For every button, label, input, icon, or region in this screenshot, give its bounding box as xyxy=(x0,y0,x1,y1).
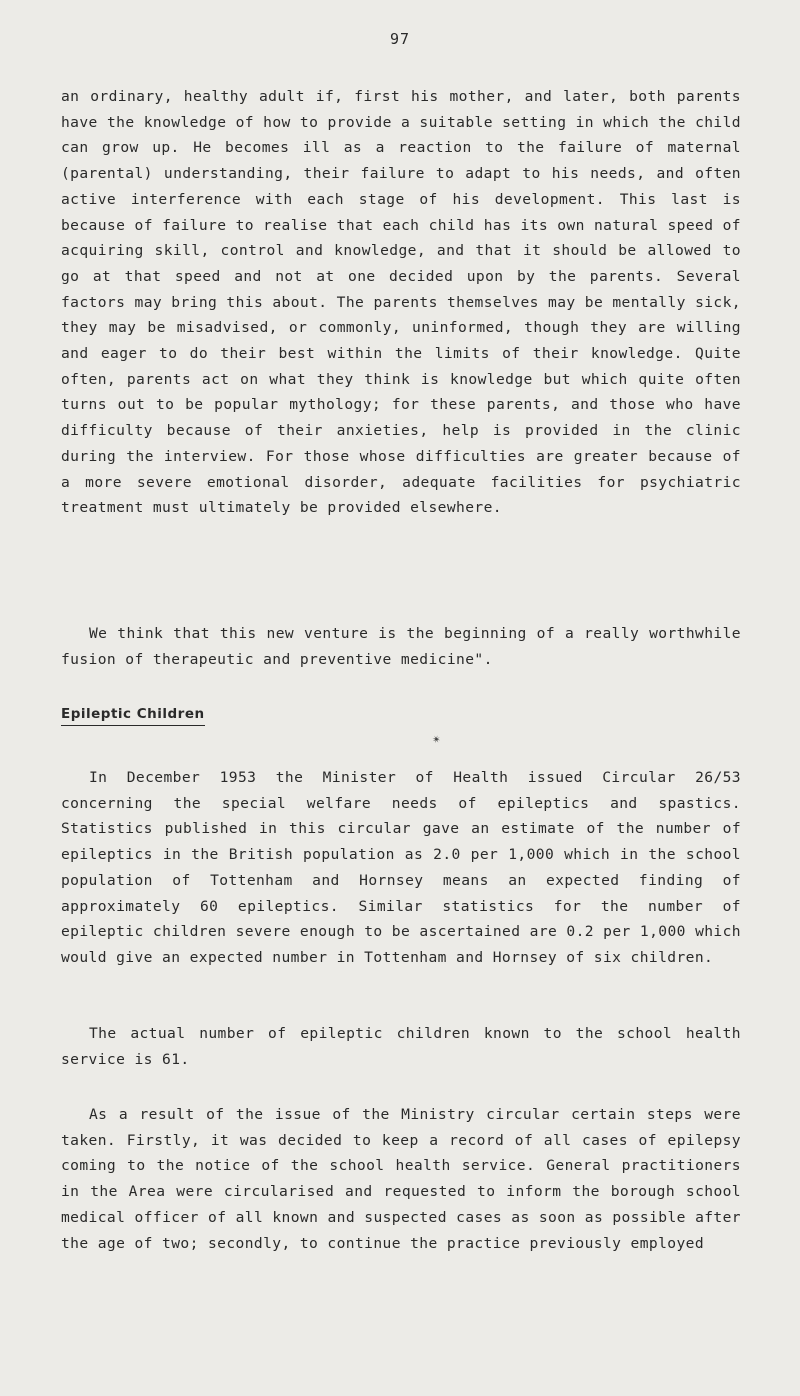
body-section-4 xyxy=(61,1021,741,1072)
paragraph-4: The actual number of epileptic children known to the school health service is 61. xyxy=(61,1025,741,1068)
paragraph-3: In December 1953 the Minister of Health issued Circular 26/53 concerning the special welfare needs of epileptics and spastics. Statistics published in this circular gave an estimate of the number of epileptics in the British population as 2.0 per 1,000 which in the school population of Tottenham and Hornsey means an expected finding of approximately 60 epileptics. Similar statistics for the number of epileptic children severe enough to be ascertained are 0.2 per 1,000 which would give an expected number in Tottenham and Hornsey of six children. xyxy=(61,769,741,966)
body-section-5 xyxy=(61,1102,741,1256)
body-section-3 xyxy=(61,765,741,971)
paragraph-2: We think that this new venture is the beginning of a really worthwhile fusion of therapeutic and preventive medicine". xyxy=(61,625,741,668)
heading-section xyxy=(61,703,741,726)
section-heading: Epileptic Children xyxy=(61,706,205,726)
paragraph-5: As a result of the issue of the Ministry circular certain steps were taken. Firstly, it was decided to keep a record of all cases of epilepsy coming to the notice of the school health service. General practitioners in the Area were circularised and requested to inform the borough school medical officer of all known and suspected cases as soon as possible after the age of two; secondly, to continue the practice previously employed xyxy=(61,1106,741,1252)
body-section-2 xyxy=(61,621,741,672)
body-section-1 xyxy=(61,84,741,521)
page-number: 97 xyxy=(389,30,411,48)
pen-mark: ✴ xyxy=(428,729,444,749)
paragraph-1: an ordinary, healthy adult if, first his mother, and later, both parents have the knowledge of how to provide a suitable setting in which the child can grow up. He becomes ill as a reaction to the failure of maternal (parental) understanding, their failure to adapt to his needs, and often active interference with each stage of his development. This last is because of failure to realise that each child has its own natural speed of acquiring skill, control and knowledge, and that it should be allowed to go at that speed and not at one decided upon by the parents. Several factors may bring this about. The parents themselves may be mentally sick, they may be misadvised, or commonly, uninformed, though they are willing and eager to do their best within the limits of their knowledge. Quite often, parents act on what they think is knowledge but which quite often turns out to be popular mythology; for these parents, and those who have difficulty because of their anxieties, help is provided in the clinic during the interview. For those whose difficulties are greater because of a more severe emotional disorder, adequate facilities for psychiatric treatment must ultimately be provided elsewhere. xyxy=(61,88,741,517)
